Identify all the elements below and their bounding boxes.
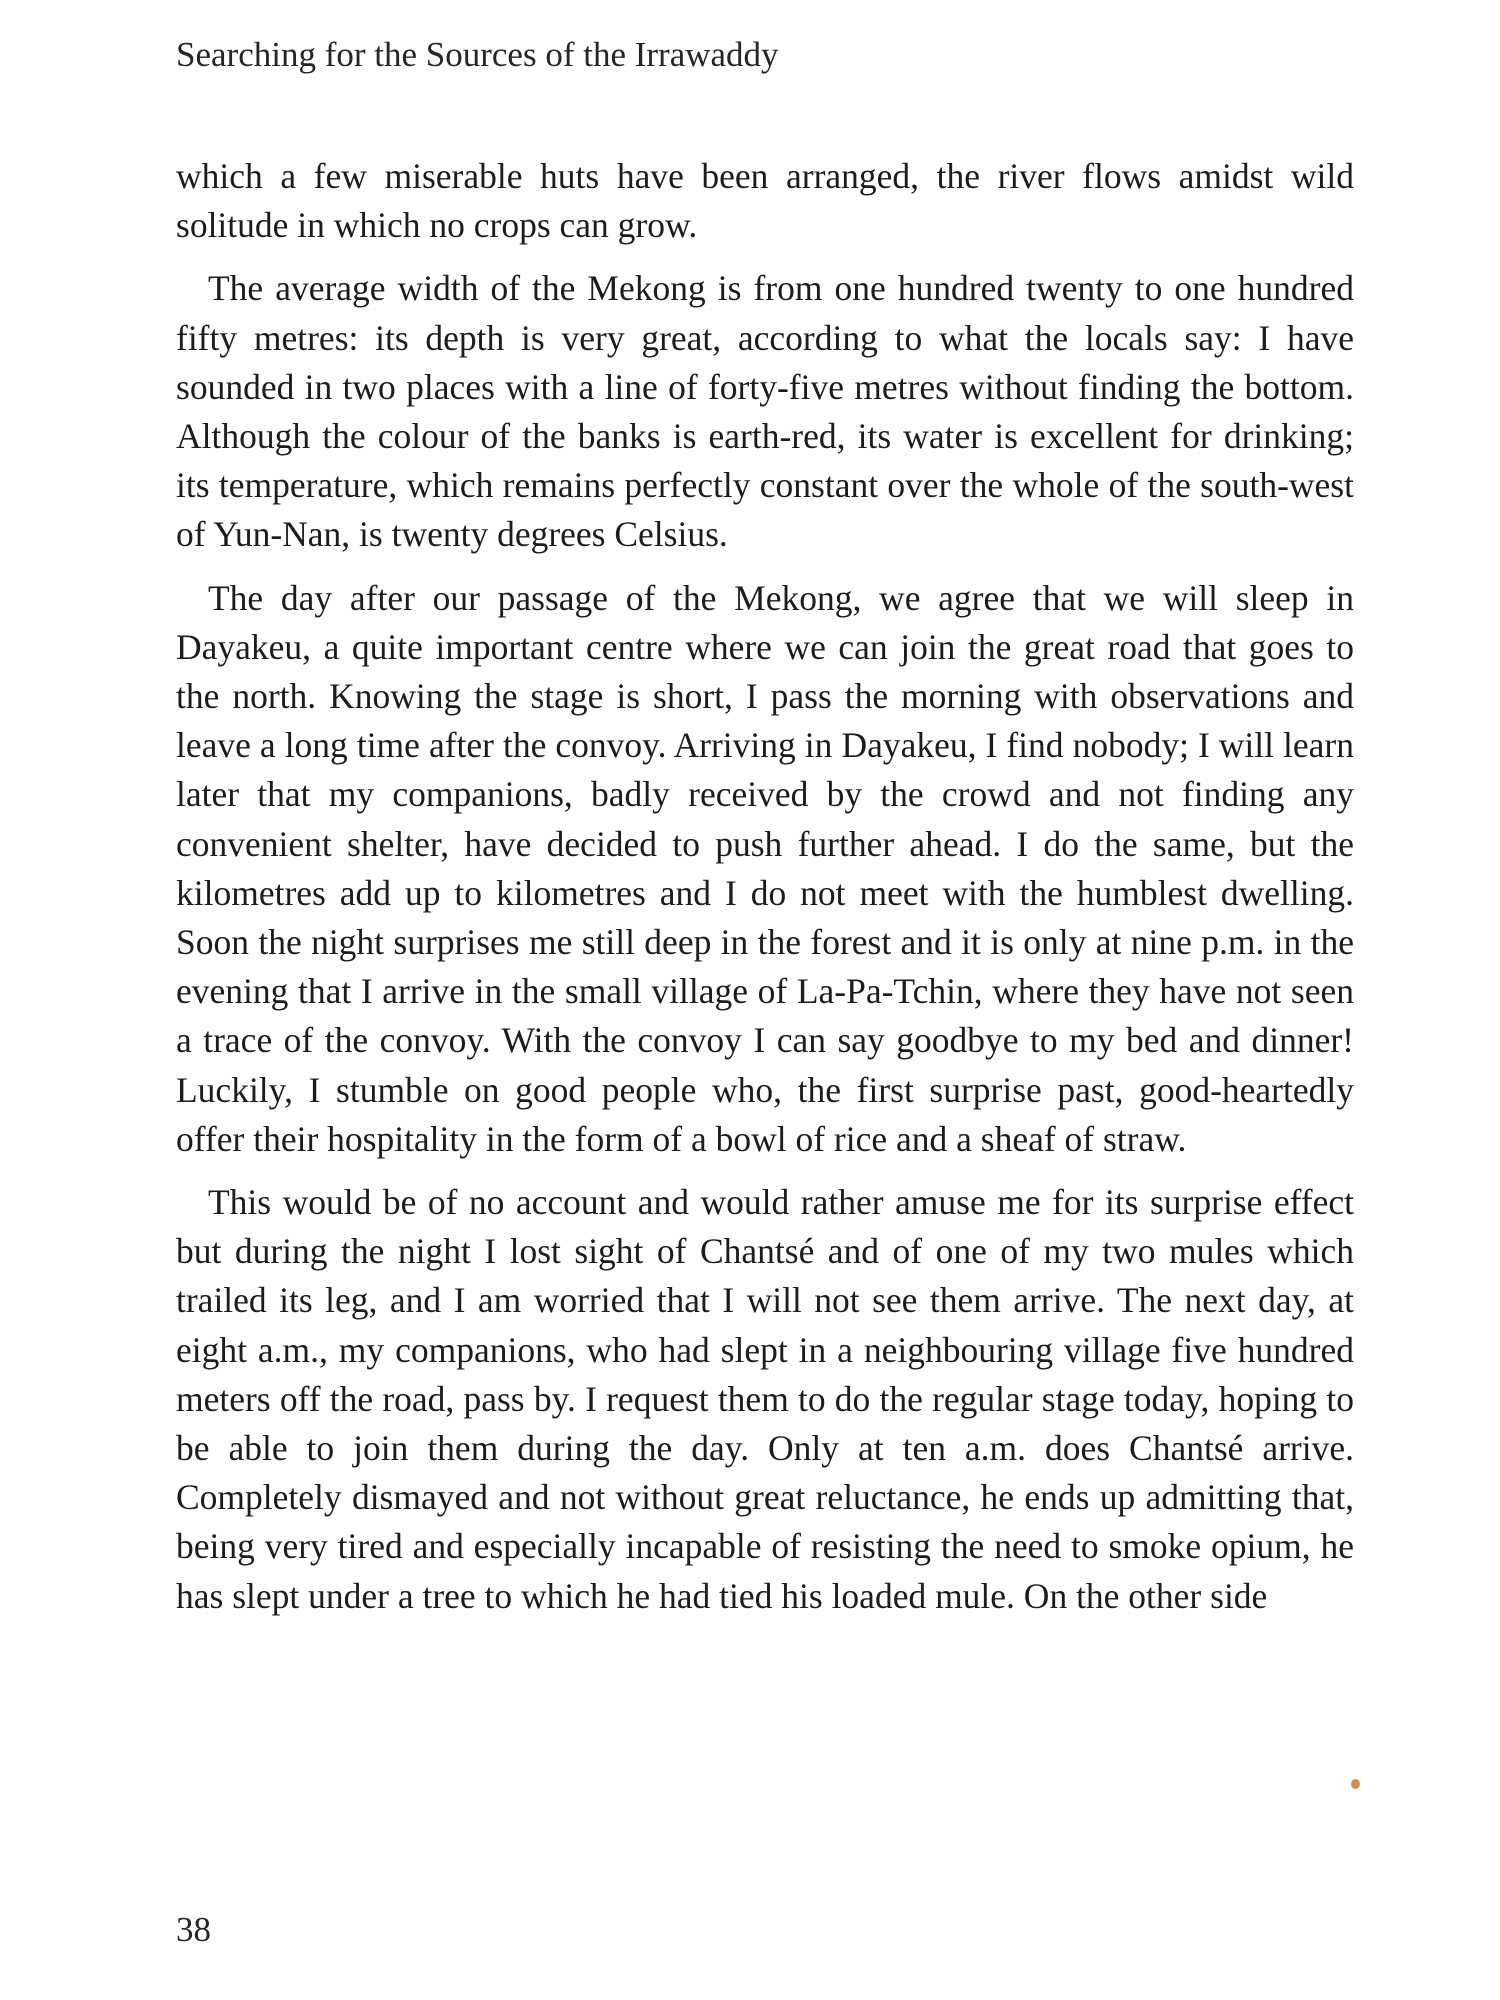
paragraph-3: The day after our passage of the Mekong, we agree that we will sleep in Dayakeu, a quite important centre where we can join the great road that goes to the north. Knowing the stage is short, I pass the morning with observations and leave a long time after the convoy. Arriving in Dayakeu, I find nobody; I will learn later that my companions, badly received by the crowd and not finding any convenient shelter, have decided to push further ahead. I do the same, but the kilometres add up to kilometres and I do not meet with the humblest dwelling. Soon the night surprises me still deep in the forest and it is only at nine p.m. in the evening that I arrive in the small village of La-Pa-Tchin, where they have not seen a trace of the convoy. With the convoy I can say goodbye to my bed and dinner! Luckily, I stumble on good people who, the first surprise past, good-heartedly offer their hospitality in the form of a bowl of rice and a sheaf of straw. xyxy=(176,577,1354,1159)
running-head-title: Searching for the Sources of the Irrawaddy xyxy=(176,35,779,74)
body-text xyxy=(176,152,1354,1635)
paragraph-2: The average width of the Mekong is from one hundred twenty to one hundred fifty metres: its depth is very great, according to what the locals say: I have sounded in two places with a line of forty-five metres without finding the bottom. Although the colour of the banks is earth-red, its water is excellent for drinking; its temperature, which remains perfectly constant over the whole of the south-west of Yun-Nan, is twenty degrees Celsius. xyxy=(176,268,1354,555)
page-number: 38 xyxy=(176,1910,211,1949)
paragraph-4: This would be of no account and would rather amuse me for its surprise effect but during the night I lost sight of Chantsé and of one of my two mules which trailed its leg, and I am worried that I will not see them arrive. The next day, at eight a.m., my companions, who had slept in a neighbouring village five hundred meters off the road, pass by. I request them to do the regular stage today, hoping to be able to join them during the day. Only at ten a.m. does Chantsé arrive. Completely dismayed and not without great reluctance, he ends up admitting that, being very tired and especially incapable of resisting the need to smoke opium, he has slept under a tree to which he had tied his loaded mule. On the other side xyxy=(176,1182,1354,1616)
paragraph-1: which a few miserable huts have been arranged, the river flows amidst wild solitude in which no crops can grow. xyxy=(176,156,1354,246)
paper-stain-mark xyxy=(1351,1779,1360,1789)
